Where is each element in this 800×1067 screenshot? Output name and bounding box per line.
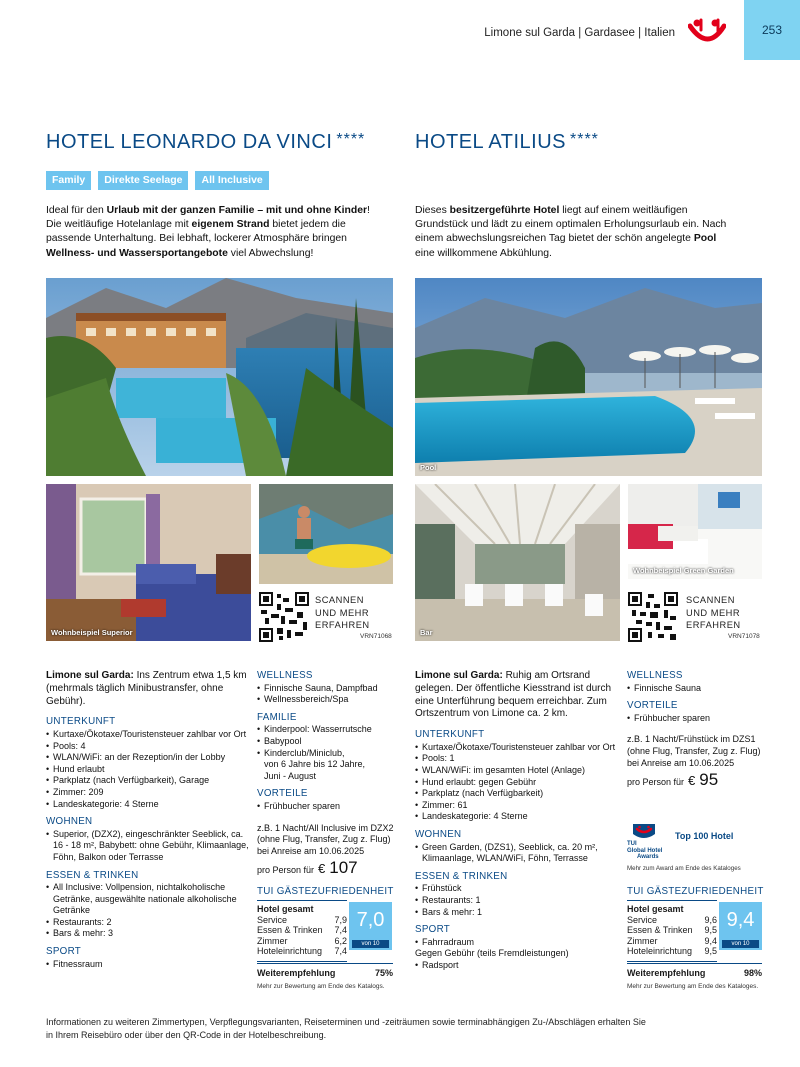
list-item: • Fahrradraum <box>415 937 620 949</box>
list-item: • Restaurants: 2 <box>46 917 251 929</box>
list-item: • Bars & mehr: 1 <box>415 907 620 919</box>
hotel1-essen-heading: ESSEN & TRINKEN <box>46 869 139 881</box>
list-item: • Finnische Sauna, Dampfbad <box>257 683 397 695</box>
list-item: • Frühbucher sparen <box>257 801 397 813</box>
list-item: • Hund erlaubt: gegen Gebühr <box>415 777 620 789</box>
list-item: • Landeskategorie: 4 Sterne <box>46 799 251 811</box>
table-row: Essen & Trinken 9,5 <box>627 925 717 936</box>
hotel2-wellness-heading: WELLNESS <box>627 670 683 681</box>
hotel2-vorteile-heading: VORTEILE <box>627 700 678 712</box>
hotel1-room-photo <box>46 484 251 641</box>
tui-smile-logo-icon[interactable] <box>688 18 726 48</box>
hotel1-price: pro Person für € 107 <box>257 858 358 878</box>
table-row: Hoteleinrichtung 9,5 <box>627 946 717 957</box>
hotel2-bar-caption: Bar <box>420 628 433 637</box>
hotel1-intro: Ideal für den Urlaub mit der ganzen Familie – mit und ohne Kinder! Die weitläufige Hotelanlage mit eigenem Strand bietet jedem die passende Unterhaltung. Bei lebhaft, lockerer Atmosphäre bringen Wellness- und Wassersportangebote viel Abwechslung! <box>46 205 370 259</box>
list-item: • Superior, (DZX2), eingeschränkter Seeblick, ca. 16 - 18 m², Babybett: ohne Gebühr, Klimaanlage, Föhn, Balkon oder Terrasse <box>46 829 251 864</box>
list-item: • Pools: 4 <box>46 741 251 753</box>
hotel1-price-value: 107 <box>329 858 358 878</box>
list-item: • Radsport <box>415 960 620 972</box>
hotel1-details-left <box>46 670 251 970</box>
award-title: Top 100 Hotel <box>675 831 734 841</box>
hotel2-essen-heading: ESSEN & TRINKEN <box>415 870 508 882</box>
hotel2-title <box>415 131 599 154</box>
hotel1-satisfaction-heading: TUI GÄSTEZUFRIEDENHEIT <box>257 886 394 897</box>
hotel1-tags <box>46 171 269 190</box>
hotel1-score-badge: 7,0 von 10 <box>349 902 392 950</box>
table-row: Essen & Trinken 7,4 <box>257 925 347 936</box>
hotel2-satisfaction-heading: TUI GÄSTEZUFRIEDENHEIT <box>627 886 764 897</box>
list-item: • Wellnessbereich/Spa <box>257 694 397 706</box>
hotel1-title <box>46 131 365 154</box>
hotel1-wohnen-heading: WOHNEN <box>46 816 93 828</box>
award-note: Mehr zum Award am Ende des Kataloges <box>627 865 741 872</box>
hotel2-rating-note: Mehr zur Bewertung am Ende des Kataloges. <box>627 983 759 990</box>
hotel1-room-caption: Wohnbeispiel Superior <box>51 628 133 637</box>
table-row: Zimmer 6,2 <box>257 935 347 946</box>
hotel2-scan-text: SCANNEN UND MEHR ERFAHREN <box>686 595 741 630</box>
list-item: • Frühstück <box>415 883 620 895</box>
list-item: • Finnische Sauna <box>627 683 762 695</box>
list-item: • Fitnessraum <box>46 959 251 971</box>
familie-detail: Juni - August <box>264 770 317 781</box>
tag-direkte-seelage: Direkte Seelage <box>98 171 188 190</box>
hotel2-award <box>627 820 762 875</box>
list-item: • Kinderpool: Wasserrutsche <box>257 724 397 736</box>
hotel1-stars: **** <box>336 131 366 148</box>
list-item: • Pools: 1 <box>415 753 620 765</box>
list-item: • Kurtaxe/Ökotaxe/Touristensteuer zahlbar vor Ort <box>415 742 620 754</box>
list-item: • Kurtaxe/Ökotaxe/Touristensteuer zahlbar vor Ort <box>46 729 251 741</box>
hotel2-details-right <box>627 670 762 789</box>
hotel2-score-badge: 9,4 von 10 <box>719 902 762 950</box>
hotel2-recommendation: Weiterempfehlung 98% <box>627 963 762 978</box>
sport-note: Gegen Gebühr (teils Fremdleistungen) <box>415 948 569 959</box>
hotel2-stars: **** <box>569 131 599 148</box>
hotel2-price: pro Person für € 95 <box>627 770 719 790</box>
hotel1-wellness-heading: WELLNESS <box>257 670 313 681</box>
list-item: • All Inclusive: Vollpension, nichtalkoholische Getränke, ausgewählte nationale alkoholische Getränke <box>46 882 251 917</box>
hotel1-beach-photo <box>259 484 393 584</box>
hotel1-qr-code-icon[interactable] <box>259 592 309 642</box>
hotel2-price-value: 95 <box>699 770 719 790</box>
hotel1-familie-heading: FAMILIE <box>257 711 297 723</box>
table-row: Zimmer 9,4 <box>627 935 717 946</box>
award-sub: TUI Global Hotel Awards <box>627 841 663 860</box>
hotel1-offer: z.B. 1 Nacht/All Inclusive im DZX2 (ohne Flug, Transfer, Zug z. Flug) bei Anreise am 10.06.2025 <box>257 822 394 856</box>
list-item: • Babypool <box>257 736 397 748</box>
footer-info: Informationen zu weiteren Zimmertypen, Verpflegungsvarianten, Reiseterminen und -zeiträumen sowie terminabhängigen Zu-/Abschlägen erhalten Sie in Ihrem Reisebüro oder über den QR-Code in der Hotelbeschreibung. <box>46 1017 646 1040</box>
hotel1-sport-heading: SPORT <box>46 946 82 958</box>
hotel1-recommendation: Weiterempfehlung 75% <box>257 963 393 978</box>
list-item: • WLAN/WiFi: im gesamten Hotel (Anlage) <box>415 765 620 777</box>
hotel2-room-photo <box>628 484 762 579</box>
hotel2-vrn: VRN71078 <box>728 633 760 640</box>
hotel2-bar-photo <box>415 484 620 641</box>
hotel1-vorteile-heading: VORTEILE <box>257 788 308 800</box>
hotel2-unterkunft-heading: UNTERKUNFT <box>415 729 485 741</box>
list-item: • Frühbucher sparen <box>627 713 762 725</box>
list-item: • Restaurants: 1 <box>415 895 620 907</box>
hotel1-details-right <box>257 670 397 877</box>
list-item: • Kinderclub/Miniclub, <box>257 748 397 760</box>
hotel2-offer: z.B. 1 Nacht/Frühstück im DZS1 (ohne Flug, Transfer, Zug z. Flug) bei Anreise am 10.06.2025 <box>627 734 761 768</box>
list-item: • Bars & mehr: 3 <box>46 928 251 940</box>
hotel2-pool-photo <box>415 278 762 476</box>
list-item: • Parkplatz (nach Verfügbarkeit) <box>415 788 620 800</box>
list-item: • Hund erlaubt <box>46 764 251 776</box>
hotel1-unterkunft-heading: UNTERKUNFT <box>46 716 116 728</box>
header-location: Limone sul Garda | Gardasee | Italien <box>484 27 675 39</box>
hotel2-pool-caption: Pool <box>420 463 437 472</box>
list-item: • Green Garden, (DZS1), Seeblick, ca. 20 m², Klimaanlage, WLAN/WiFi, Föhn, Terrasse <box>415 842 620 865</box>
list-item: • WLAN/WiFi: an der Rezeption/in der Lobby <box>46 752 251 764</box>
hotel1-satisfaction-table: Hotel gesamt Service 7,9 Essen & Trinken 7,4 Zimmer 6,2 Hoteleinrichtung 7,4 <box>257 900 347 962</box>
table-row: Service 7,9 <box>257 915 347 925</box>
familie-detail: von 6 Jahre bis 12 Jahre, <box>264 759 366 770</box>
hotel1-main-photo <box>46 278 393 476</box>
tag-family: Family <box>46 171 91 190</box>
hotel2-lead: Limone sul Garda: Ruhig am Ortsrand gelegen. Der öffentliche Kiesstrand ist durch eine Unterführung bequem erreichbar. Zum Ortszentrum von Limone ca. 2 km. <box>415 670 612 720</box>
table-row: Service 9,6 <box>627 915 717 925</box>
hotel1-scan-text: SCANNEN UND MEHR ERFAHREN <box>315 595 370 630</box>
hotel1-name: HOTEL LEONARDO DA VINCI <box>46 131 333 153</box>
award-badge-icon <box>631 820 657 842</box>
hotel1-rating-note: Mehr zur Bewertung am Ende des Katalogs. <box>257 983 385 990</box>
list-item: • Parkplatz (nach Verfügbarkeit), Garage <box>46 775 251 787</box>
hotel2-details-left <box>415 670 620 971</box>
list-item: • Zimmer: 209 <box>46 787 251 799</box>
list-item: • Landeskategorie: 4 Sterne <box>415 811 620 823</box>
hotel2-room-caption: Wohnbeispiel Green Garden <box>633 566 734 575</box>
tag-all-inclusive: All Inclusive <box>195 171 268 190</box>
hotel1-lead: Limone sul Garda: Ins Zentrum etwa 1,5 km (mehrmals täglich Minibustransfer, ohne Gebühr). <box>46 670 247 707</box>
hotel2-intro: Dieses besitzergeführte Hotel liegt auf einem weitläufigen Grundstück und lädt zu einem optimalen Erholungsurlaub ein. Nach einem abwechslungsreichen Tag bietet der schön angelegte Pool eine willkommene Abkühlung. <box>415 205 727 259</box>
page-number: 253 <box>744 0 800 60</box>
hotel2-satisfaction-table: Hotel gesamt Service 9,6 Essen & Trinken 9,5 Zimmer 9,4 Hoteleinrichtung 9,5 <box>627 900 717 962</box>
hotel1-vrn: VRN71068 <box>360 633 392 640</box>
hotel2-sport-heading: SPORT <box>415 924 451 936</box>
list-item: • Zimmer: 61 <box>415 800 620 812</box>
hotel2-wohnen-heading: WOHNEN <box>415 828 462 840</box>
hotel2-qr-code-icon[interactable] <box>628 592 678 642</box>
table-row: Hoteleinrichtung 7,4 <box>257 946 347 957</box>
hotel2-name: HOTEL ATILIUS <box>415 131 566 153</box>
